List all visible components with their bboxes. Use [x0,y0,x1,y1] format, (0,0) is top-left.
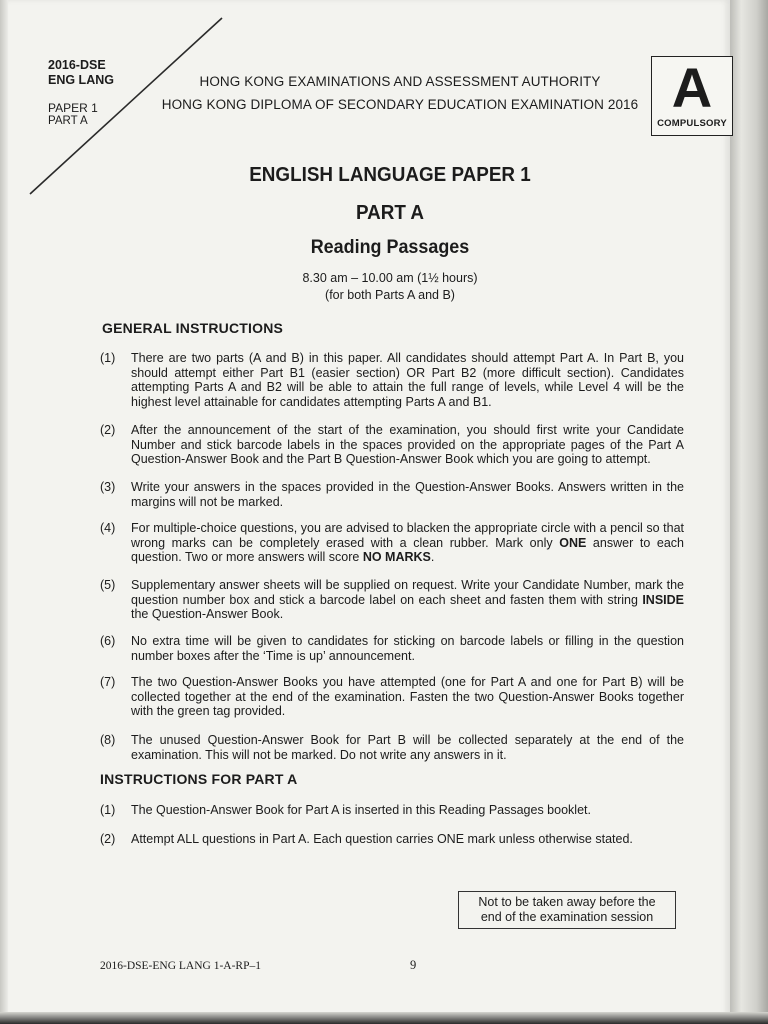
list-item [100,733,684,762]
part-label: PART A [48,115,88,127]
paper-label: PAPER 1 [48,101,98,115]
page-number: 9 [410,958,417,972]
paper-title: ENGLISH LANGUAGE PAPER 1 [249,163,531,186]
authority-name: HONG KONG EXAMINATIONS AND ASSESSMENT AUTHORITY [199,74,601,89]
list-item [100,675,684,719]
item-number: (1) [100,351,116,365]
item-text: Attempt ALL questions in Part A. Each question carries ONE mark unless otherwise stated. [131,832,633,846]
item-text-part: the Question-Answer Book. [131,607,284,622]
page-bottom-edge [0,1012,768,1024]
item-number: (8) [100,733,116,747]
item-emphasis: INSIDE [642,592,684,607]
item-text: No extra time will be given to candidates for sticking on barcode labels or filling in the question number boxes after the ‘Time is up’ announcement. [131,634,684,663]
list-item [100,832,684,847]
year-code: 2016-DSE [48,58,106,72]
item-emphasis: ONE [559,535,587,550]
notice-line: end of the examination session [480,910,654,924]
item-text: Write your answers in the spaces provided in the Question-Answer Books. Answers written in the margins will not be marked. [131,480,684,509]
list-item [100,423,684,467]
notice-line: Not to be taken away before the [478,895,656,909]
list-item [100,521,684,565]
item-text: The two Question-Answer Books you have attempted (one for Part A and one for Part B) will be collected together at the end of the examination. Fasten the two Question-Answer Books together with the green tag provided. [131,675,684,719]
item-number: (4) [100,521,116,535]
list-item [100,803,684,818]
corner-label [48,58,114,128]
list-item [100,480,684,509]
timing-note: (for both Parts A and B) [325,288,455,302]
item-text: There are two parts (A and B) in this paper. All candidates should attempt Part A. In Part B, you should attempt either Part B1 (easier section) OR Part B2 (more difficult section). Candidates attempting Parts A and B2 will be able to attain the full range of levels, while Level 4 will be the highest level attainable for candidates attempting Parts A and B1. [131,351,684,409]
list-item [100,634,684,663]
item-text-part: answer to each question. Two or more answers will score [131,535,684,565]
item-text [131,578,684,622]
item-number: (3) [100,480,116,494]
badge-label: COMPULSORY [657,118,727,129]
item-text-part: Supplementary answer sheets will be supplied on request. Write your Candidate Number, mark the question number box and stick a barcode label on each sheet and fasten them with string [131,578,684,607]
part-title: PART A [355,201,425,224]
item-text: After the announcement of the start of the examination, you should first write your Candidate Number and stick barcode labels in the spaces provided on the appropriate pages of the Part A Question-Answer Book and the Part B Question-Answer Book which you are going to attempt. [131,423,684,467]
item-number: (1) [100,803,116,817]
page-right-edge [730,0,768,1024]
general-instructions-heading: GENERAL INSTRUCTIONS [102,320,284,336]
item-number: (2) [100,423,116,437]
badge-letter: A [671,56,713,119]
exam-name: HONG KONG DIPLOMA OF SECONDARY EDUCATION EXAMINATION 2016 [161,97,639,112]
list-item [100,578,684,622]
compulsory-badge [651,56,733,136]
exam-timing [100,270,680,304]
item-text [131,521,684,565]
item-number: (7) [100,675,116,689]
exam-time: 8.30 am – 10.00 am (1½ hours) [302,271,478,285]
item-number: (2) [100,832,116,846]
item-text: The unused Question-Answer Book for Part B will be collected separately at the end of the examination. This will not be marked. Do not write any answers in it. [131,733,684,762]
item-number: (6) [100,634,116,648]
item-number: (5) [100,578,116,592]
footer-paper-code: 2016-DSE-ENG LANG 1-A-RP–1 [100,960,261,972]
item-text-part: For multiple-choice questions, you are advised to blacken the appropriate circle with a pencil so that wrong marks can be completely erased with a clean rubber. Mark only [131,521,684,550]
subject-code: ENG LANG [48,73,114,87]
item-text: The Question-Answer Book for Part A is inserted in this Reading Passages booklet. [131,803,591,817]
booklet-title: Reading Passages [310,236,470,258]
part-a-instructions-heading: INSTRUCTIONS FOR PART A [100,771,298,787]
list-item [100,351,684,409]
notice-box [458,891,676,929]
item-text-part: . [430,550,435,565]
item-emphasis: NO MARKS [362,550,431,565]
